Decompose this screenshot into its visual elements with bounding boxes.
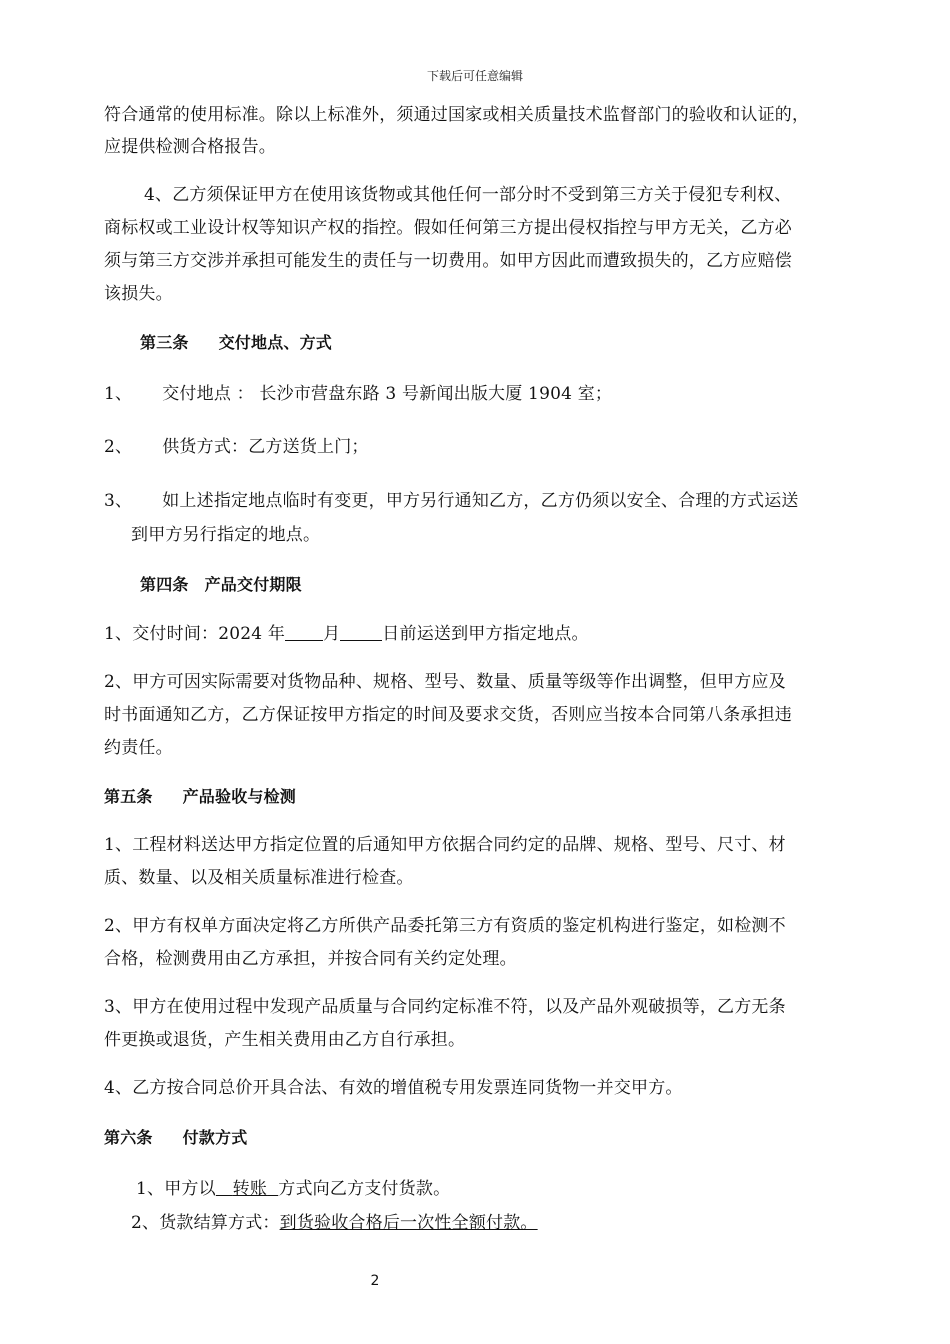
list-text: 交付地点 ： 长沙市营盘东路 3 号新闻出版大厦 1904 室； — [162, 384, 613, 404]
day-blank[interactable] — [340, 622, 382, 641]
paragraph-line: 1、工程材料送达甲方指定位置的后通知甲方依据合同约定的品牌、规格、型号、尺寸、材 — [104, 835, 786, 855]
article-heading — [104, 1122, 247, 1154]
text-fragment: 1、甲方以 — [136, 1179, 216, 1199]
text-fragment: 1、交付时间：2024 年 — [104, 624, 286, 644]
text-fragment: 月 — [323, 624, 341, 644]
paragraph-line: 件更换或退货，产生相关费用由乙方自行承担。 — [104, 1030, 466, 1050]
page-header: 下载后可任意编辑 — [426, 69, 523, 83]
list-number: 3、 — [104, 491, 133, 511]
list-item — [104, 431, 369, 463]
paragraph-line: 符合通常的使用标准。除以上标准外，须通过国家或相关质量技术监督部门的验收和认证的， — [104, 105, 810, 125]
paragraph-line: 时书面通知乙方，乙方保证按甲方指定的时间及要求交货，否则应当按本合同第八条承担违 — [104, 705, 792, 725]
page-number: 2 — [370, 1273, 380, 1289]
list-number: 1、 — [104, 384, 133, 404]
paragraph-line: 2、甲方有权单方面决定将乙方所供产品委托第三方有资质的鉴定机构进行鉴定，如检测不 — [104, 916, 786, 936]
month-blank[interactable] — [285, 622, 323, 641]
article-heading — [140, 569, 302, 601]
text-fragment: 日前运送到甲方指定地点。 — [382, 624, 589, 644]
article-number: 第五条 — [104, 787, 153, 806]
paragraph-line: 质、数量、以及相关质量标准进行检查。 — [104, 868, 414, 888]
text-fragment: 方式向乙方支付货款。 — [278, 1179, 451, 1199]
paragraph-line: 该损失。 — [104, 284, 173, 304]
article-number: 第三条 — [140, 333, 189, 352]
paragraph-line: 合格，检测费用由乙方承担，并按合同有关约定处理。 — [104, 949, 517, 969]
paragraph-line: 3、甲方在使用过程中发现产品质量与合同约定标准不符，以及产品外观破损等，乙方无条 — [104, 997, 786, 1017]
paragraph-line: 商标权或工业设计权等知识产权的指控。假如任何第三方提出侵权指控与甲方无关，乙方必 — [104, 218, 792, 238]
settlement-line — [131, 1207, 538, 1239]
list-text: 供货方式：乙方送货上门； — [162, 437, 369, 457]
paragraph-line: 约责任。 — [104, 738, 173, 758]
paragraph-line: 到甲方另行指定的地点。 — [131, 525, 321, 545]
list-text: 如上述指定地点临时有变更，甲方另行通知乙方，乙方仍须以安全、合理的方式运送 — [162, 491, 799, 511]
article-title: 交付地点、方式 — [218, 333, 333, 352]
settlement-value: 到货验收合格后一次性全额付款。 — [279, 1213, 538, 1233]
list-number: 2、 — [104, 437, 133, 457]
paragraph-line: 4、乙方须保证甲方在使用该货物或其他任何一部分时不受到第三方关于侵犯专利权、 — [144, 185, 792, 205]
paragraph-line: 4、乙方按合同总价开具合法、有效的增值税专用发票连同货物一并交甲方。 — [104, 1078, 683, 1098]
delivery-time-line — [104, 618, 589, 650]
article-title: 付款方式 — [182, 1128, 248, 1147]
payment-method-line — [136, 1173, 450, 1205]
article-title: 产品验收与检测 — [182, 787, 297, 806]
article-title: 产品交付期限 — [204, 575, 302, 594]
article-number: 第六条 — [104, 1128, 153, 1147]
paragraph-line: 应提供检测合格报告。 — [104, 137, 276, 157]
article-number: 第四条 — [140, 575, 189, 594]
payment-method-value: 转账 — [232, 1179, 268, 1199]
article-heading — [140, 327, 332, 359]
list-item — [104, 485, 799, 517]
paragraph-line: 须与第三方交涉并承担可能发生的责任与一切费用。如甲方因此而遭致损失的，乙方应赔偿 — [104, 251, 792, 271]
list-item — [104, 378, 612, 410]
text-fragment: 2、货款结算方式： — [131, 1213, 280, 1233]
article-heading — [104, 781, 296, 813]
paragraph-line: 2、甲方可因实际需要对货物品种、规格、型号、数量、质量等级等作出调整，但甲方应及 — [104, 672, 786, 692]
